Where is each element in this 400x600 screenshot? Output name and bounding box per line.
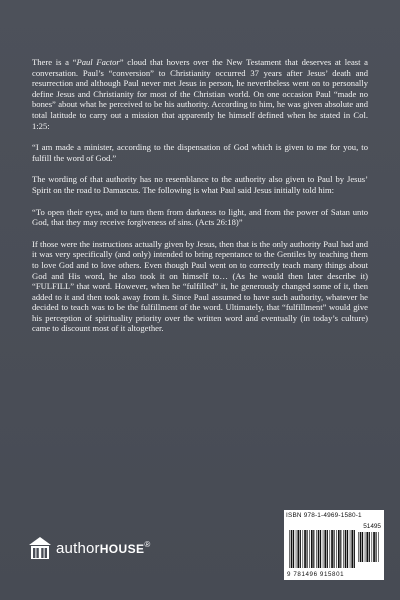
- publisher-name-author: author: [56, 539, 100, 557]
- barcode-bar: [334, 530, 335, 568]
- barcode-bar: [360, 532, 362, 562]
- ean-barcode-bars: [289, 530, 355, 568]
- isbn-number: ISBN 978-1-4969-1580-1: [286, 512, 362, 519]
- barcode-bar: [318, 530, 320, 568]
- barcode-bar: [358, 532, 359, 562]
- barcode-bar: [345, 530, 347, 568]
- barcode-bar: [338, 530, 340, 568]
- barcode-bar: [293, 530, 294, 568]
- barcode-bar: [343, 530, 344, 568]
- barcode-bar: [365, 532, 366, 562]
- barcode-bar: [313, 530, 314, 568]
- price-code: 51495: [363, 523, 381, 530]
- barcode-bar: [336, 530, 337, 568]
- barcode-digits: 9 781496 915801: [287, 571, 345, 578]
- publisher-logo: [28, 535, 151, 561]
- barcode-bar: [304, 530, 306, 568]
- barcode-bar: [297, 530, 299, 568]
- barcode-bar: [300, 530, 301, 568]
- barcode-bar: [362, 532, 363, 562]
- registered-mark: ®: [144, 539, 151, 549]
- barcode-bar: [324, 530, 326, 568]
- barcode-bar: [369, 532, 370, 562]
- barcode-bar: [291, 530, 293, 568]
- paul-factor-emphasis: Paul Factor: [76, 57, 120, 67]
- paragraph-1-start: There is a “: [32, 57, 77, 67]
- paragraph-2: The wording of that authority has no resemblance to the authority also given to Paul by Jesus’ Spirit on the road to Damascus. The following is what Paul said Jesus initially told him:: [32, 174, 368, 195]
- barcode-bar: [366, 532, 368, 562]
- barcode-bar: [340, 530, 341, 568]
- barcode-bar: [373, 532, 375, 562]
- barcode-bar: [350, 530, 351, 568]
- barcode-bar: [296, 530, 297, 568]
- addon-barcode-bars: [358, 532, 380, 562]
- publisher-name-house: HOUSE: [99, 541, 145, 556]
- barcode-bar: [323, 530, 324, 568]
- paragraph-1-rest: ” cloud that hovers over the New Testament that deserves at least a conversation. Paul’s “conversion” to Christianity occurred 37 years after Jesus’ death and resurrection and although Paul never met Jesus in person, he nevertheless went on to personally define Jesus and Christianity for most of the Christian world. On one occasion Paul “made no bones” about what he perceived to be his authority. According to him, he was given absolute and total latitude to carry out a mission that apparently he himself defined when he stated in Col. 1:25:: [32, 57, 368, 131]
- quote-acts: “To open their eyes, and to turn them from darkness to light, and from the power of Satan unto God, that they may receive forgiveness of sins. (Acts 26:18)”: [32, 206, 368, 228]
- barcode-bar: [327, 530, 328, 568]
- barcode-bar: [347, 530, 348, 568]
- house-bookshelf-icon: [28, 536, 52, 560]
- barcode-bar: [320, 530, 321, 568]
- barcode-bar: [316, 530, 317, 568]
- barcode-bar: [331, 530, 333, 568]
- barcode-bar: [372, 532, 373, 562]
- barcode-bar: [303, 530, 304, 568]
- barcode-bar: [311, 530, 313, 568]
- barcode-bar: [351, 530, 353, 568]
- isbn-barcode: [284, 510, 384, 580]
- barcode-bar: [376, 532, 377, 562]
- paragraph-1: [32, 57, 368, 131]
- quote-colossians: “I am made a minister, according to the dispensation of God which is given to me for you, to fulfill the word of God.”: [32, 142, 368, 163]
- publisher-name: [56, 540, 151, 557]
- paragraph-3: If those were the instructions actually given by Jesus, then that is the only authority Paul had and it was very specifically (and only) intended to bring repentance to the Gentiles by teaching them to love God and to love others. Even though Paul went on to correctly teach many things about God and His word, he also took it on himself to… (As he would then later describe it) “FULFILL” that word. However, when he “fulfilled” it, he generously changed some of it, then added to it and then took away from it. Since Paul assumed to have such authority, whatever he decided to teach was to be the fulfillment of the word. Ultimately, that “fulfillment” would give his perception of spirituality priority over the written word and eventually (in today’s culture) came to discount most of it altogether.: [32, 238, 368, 334]
- blurb-text: [32, 57, 368, 345]
- barcode-bar: [289, 530, 290, 568]
- barcode-bar: [307, 530, 308, 568]
- barcode-bar: [378, 532, 379, 562]
- barcode-bar: [354, 530, 355, 568]
- barcode-bar: [330, 530, 331, 568]
- barcode-bar: [309, 530, 310, 568]
